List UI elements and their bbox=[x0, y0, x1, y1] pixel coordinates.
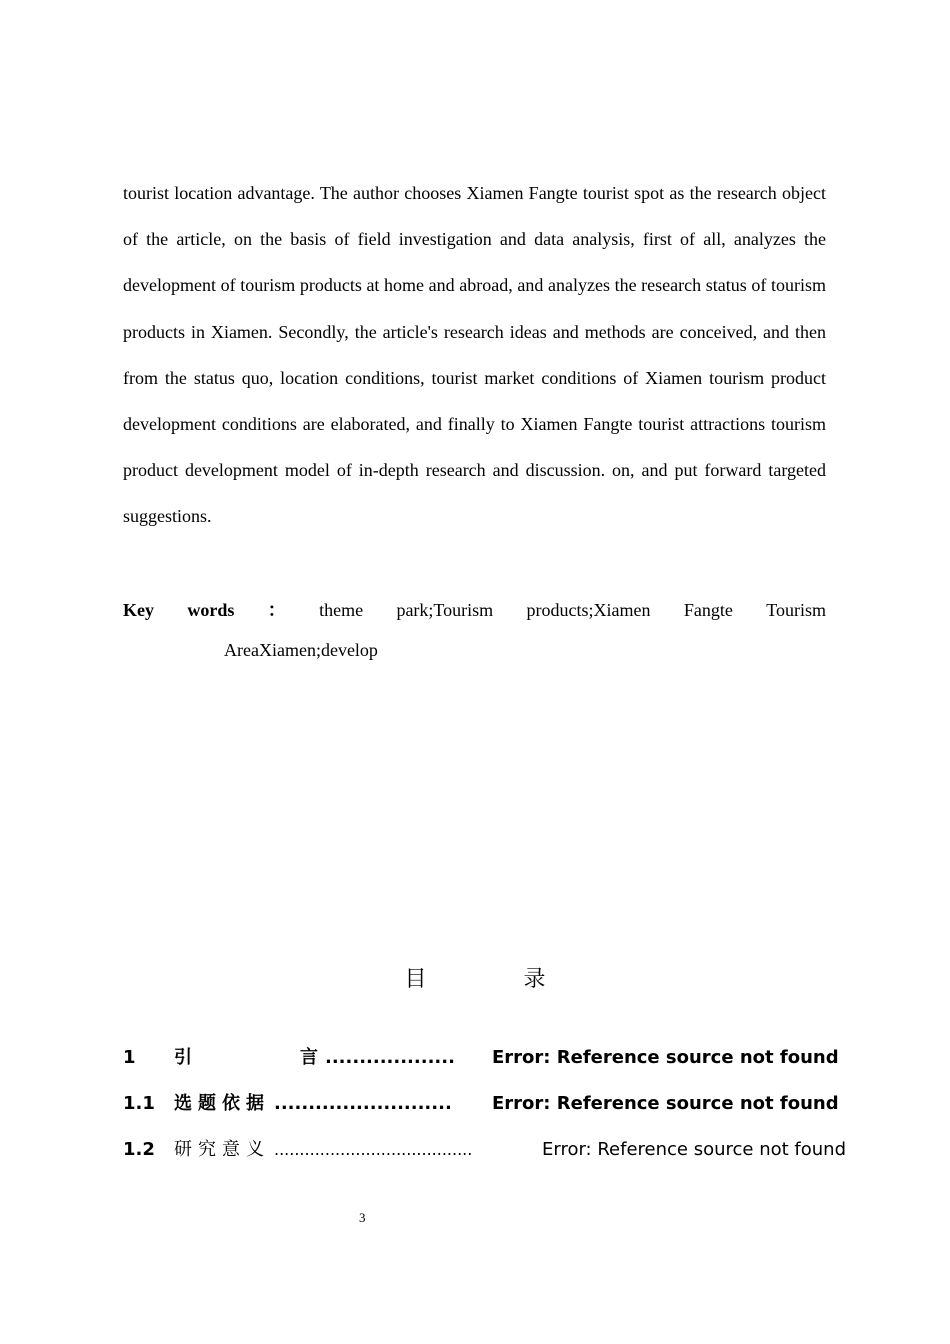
toc-entry-title-part2: 言 bbox=[300, 1047, 318, 1068]
toc-entry-title-part1: 引 bbox=[174, 1047, 192, 1068]
keyword-5: Tourism bbox=[766, 600, 826, 620]
toc-entry-ref: Error: Reference source not found bbox=[492, 1047, 839, 1068]
toc-entry-number: 1.2 bbox=[123, 1139, 155, 1160]
keyword-2: park;Tourism bbox=[396, 600, 494, 620]
keywords-section bbox=[123, 596, 826, 661]
keywords-line bbox=[123, 596, 826, 624]
keywords-label-key: Key bbox=[123, 600, 154, 620]
toc-entry-leader: .......................... bbox=[274, 1093, 452, 1114]
toc-entry-ref: Error: Reference source not found bbox=[542, 1139, 846, 1160]
keyword-3: products;Xiamen bbox=[526, 600, 651, 620]
keywords-continuation: AreaXiamen;develop bbox=[224, 640, 378, 660]
toc-entry-title: 研究意义 bbox=[174, 1139, 270, 1160]
toc-title-right: 录 bbox=[523, 967, 546, 992]
abstract-paragraph: tourist location advantage. The author chooses Xiamen Fangte tourist spot as the research object of the article, on the basis of field investigation and data analysis, first of all, analyzes the development of tourism products at home and abroad, and analyzes the research status of tourism products in Xiamen. Secondly, the article's research ideas and methods are conceived, and then from the status quo, location conditions, tourist market conditions of Xiamen tourism product development conditions are elaborated, and finally to Xiamen Fangte tourist attractions tourism product development model of in-depth research and discussion. on, and put forward targeted suggestions. bbox=[123, 183, 826, 527]
toc-title bbox=[0, 962, 950, 993]
toc-entry-leader: ................... bbox=[325, 1047, 455, 1068]
keywords-label-words: words bbox=[187, 600, 235, 620]
toc-entry-leader: ....................................... bbox=[274, 1140, 473, 1159]
toc-entry-title: 选题依据 bbox=[174, 1093, 270, 1114]
keywords-colon: ： bbox=[267, 600, 286, 620]
page-number: 3 bbox=[359, 1210, 366, 1225]
toc-entry-number: 1 bbox=[123, 1047, 136, 1068]
keyword-1: theme bbox=[319, 600, 364, 620]
toc-title-left: 目 bbox=[404, 967, 427, 992]
keyword-4: Fangte bbox=[683, 600, 733, 620]
toc-entry-number: 1.1 bbox=[123, 1093, 155, 1114]
toc-entry-ref: Error: Reference source not found bbox=[492, 1093, 839, 1114]
